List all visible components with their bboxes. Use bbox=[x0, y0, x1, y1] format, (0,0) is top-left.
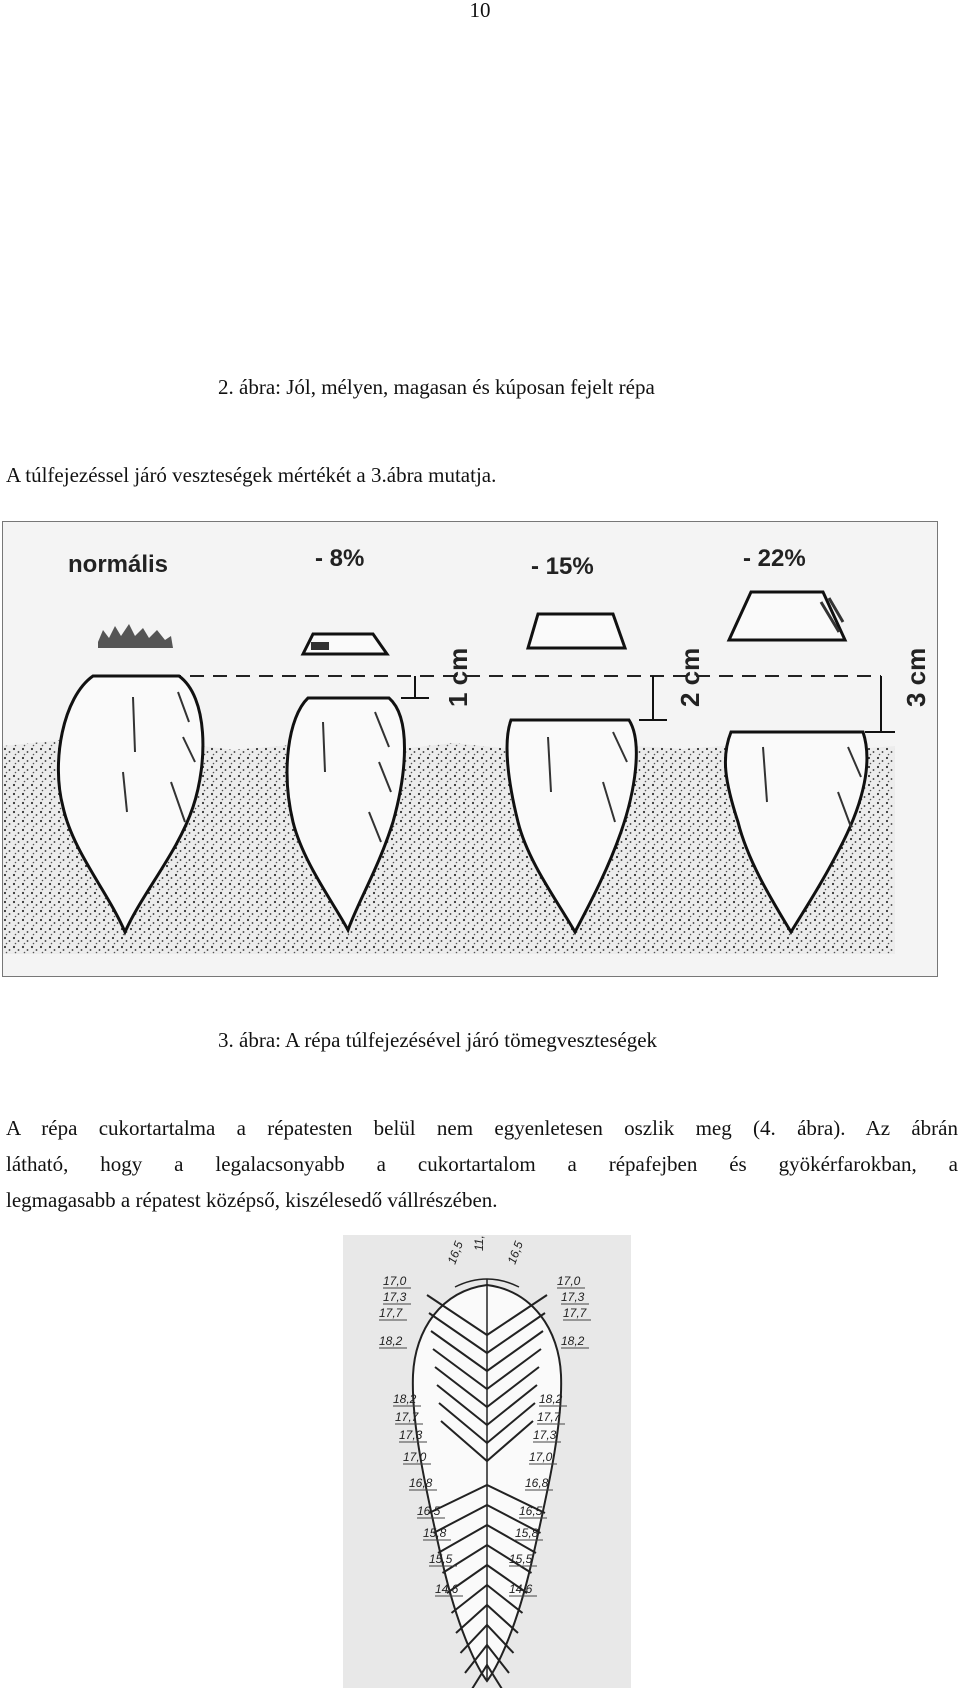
figure-4-illustration bbox=[343, 1235, 631, 1688]
left-value-label: 17,3 bbox=[399, 1428, 423, 1442]
right-value-label: 17,7 bbox=[563, 1306, 587, 1320]
left-value-label: 17,0 bbox=[403, 1450, 427, 1464]
cut-label-3cm: 3 cm bbox=[901, 647, 931, 707]
right-value-label: 18,2 bbox=[561, 1334, 585, 1348]
right-value-label: 16,5 bbox=[519, 1504, 543, 1518]
left-value-label: 16,8 bbox=[409, 1476, 433, 1490]
right-value-label: 15,5 bbox=[509, 1552, 533, 1566]
left-value-label: 14,6 bbox=[435, 1582, 459, 1596]
figure-3-drawing bbox=[3, 522, 937, 976]
top-values bbox=[445, 1235, 526, 1266]
right-value-label: 17,0 bbox=[557, 1274, 581, 1288]
left-value-label: 17,0 bbox=[383, 1274, 407, 1288]
left-value-label: 17,7 bbox=[395, 1410, 419, 1424]
right-value-label: 15,8 bbox=[515, 1526, 539, 1540]
label-minus-22: - 22% bbox=[743, 545, 806, 572]
intro-line: A túlfejezéssel járó veszteségek mértékét a 3.ábra mutatja. bbox=[6, 463, 497, 487]
paragraph-line: legmagasabb a répatest középső, kiszélesedő vállrészében. bbox=[6, 1188, 498, 1212]
left-value-label: 17,7 bbox=[379, 1306, 403, 1320]
right-value-label: 17,0 bbox=[529, 1450, 553, 1464]
figure-3-illustration bbox=[2, 521, 938, 977]
right-value-label: 17,7 bbox=[537, 1410, 561, 1424]
label-normal: normális bbox=[68, 551, 169, 578]
left-value-label: 16,5 bbox=[417, 1504, 441, 1518]
label-minus-15: - 15% bbox=[531, 553, 594, 580]
cut-label-2cm: 2 cm bbox=[675, 647, 705, 707]
top-value-label: 11,8 bbox=[472, 1235, 486, 1251]
left-value-label: 18,2 bbox=[379, 1334, 403, 1348]
right-value-label: 14,6 bbox=[509, 1582, 533, 1596]
top-value-label: 16,5 bbox=[444, 1239, 466, 1267]
right-value-label: 16,8 bbox=[525, 1476, 549, 1490]
right-value-label: 17,3 bbox=[561, 1290, 585, 1304]
right-value-label: 18,2 bbox=[539, 1392, 563, 1406]
figure-3-caption: 3. ábra: A répa túlfejezésével járó tömegveszteségek bbox=[218, 1028, 658, 1052]
left-value-label: 15,8 bbox=[423, 1526, 447, 1540]
left-value-label: 18,2 bbox=[393, 1392, 417, 1406]
paragraph-line: A répa cukortartalma a répatesten belül nem egyenletesen oszlik meg (4. ábra). Az ábrán bbox=[6, 1116, 958, 1140]
top-value-label: 16,5 bbox=[504, 1239, 526, 1267]
page-number: 10 bbox=[469, 0, 491, 22]
label-minus-8: - 8% bbox=[315, 545, 365, 572]
body-paragraph bbox=[6, 1110, 958, 1218]
figure-2-caption: 2. ábra: Jól, mélyen, magasan és kúposan fejelt répa bbox=[218, 375, 655, 399]
paragraph-line: látható, hogy a legalacsonyabb a cukortartalom a répafejben és gyökérfarokban, a bbox=[6, 1152, 958, 1176]
right-value-label: 17,3 bbox=[533, 1428, 557, 1442]
cut-label-1cm: 1 cm bbox=[443, 647, 473, 707]
figure-4-drawing bbox=[343, 1235, 631, 1688]
left-value-label: 17,3 bbox=[383, 1290, 407, 1304]
left-value-label: 15,5 bbox=[429, 1552, 453, 1566]
